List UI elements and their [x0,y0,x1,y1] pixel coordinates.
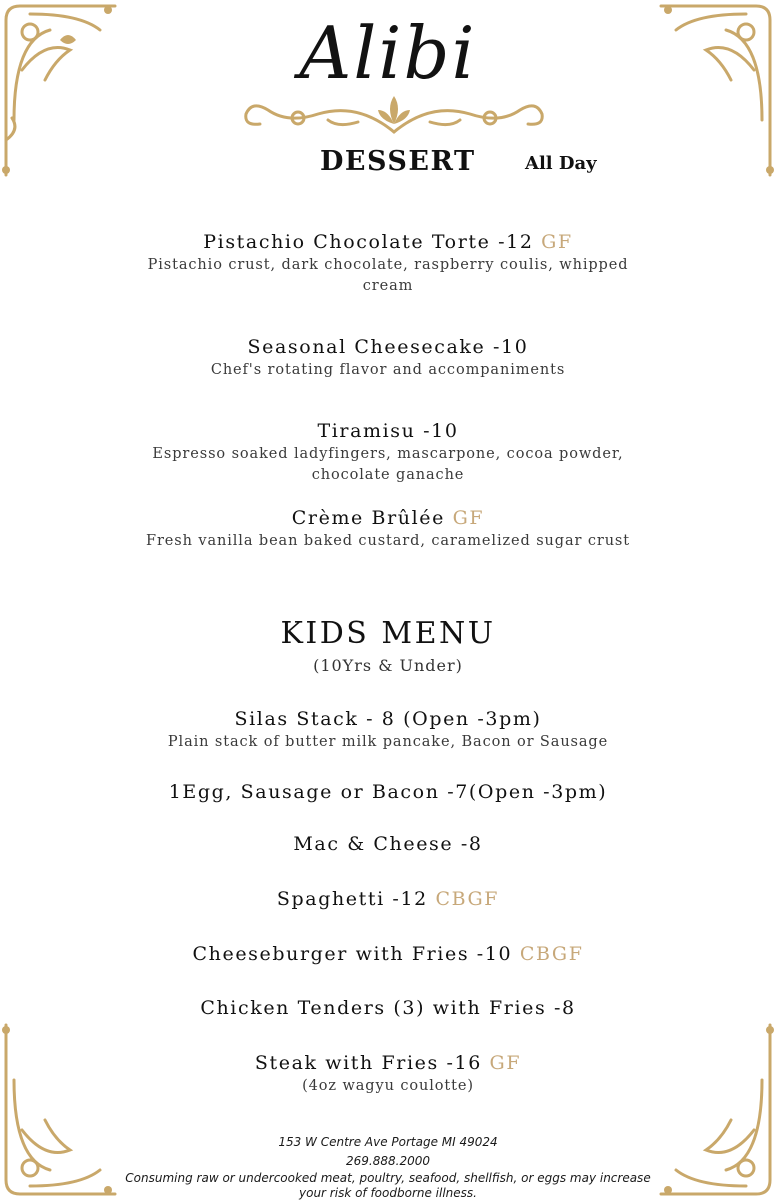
menu-item [110,706,666,753]
dietary-tag: GF [452,507,485,529]
menu-item [110,831,666,857]
item-description: Plain stack of butter milk pancake, Bacon or Sausage [167,734,609,750]
menu-item [110,886,666,912]
footer-warning: Consuming raw or undercooked meat, poultry, seafood, shellfish, or eggs may increase your risk of foodborne illness. [125,1171,651,1200]
footer-phone: 269.888.2000 [346,1154,430,1168]
item-name: Silas Stack - 8 (Open -3pm) [234,708,542,730]
item-description: Fresh vanilla bean baked custard, caramelized sugar crust [145,533,630,549]
section-title: KIDS MENU [280,616,496,651]
brand-logo-text: Alibi [299,11,477,95]
item-name: Pistachio Chocolate Torte -12 [203,231,534,253]
item-description: Pistachio crust, dark chocolate, raspberry coulis, whipped cream [147,257,629,294]
item-description: Espresso soaked ladyfingers, mascarpone, cocoa powder, chocolate ganache [152,446,624,483]
item-name: Chicken Tenders (3) with Fries -8 [200,997,576,1019]
item-name: Steak with Fries -16 [254,1052,482,1074]
scroll-ornament-icon [238,92,550,138]
corner-ornament-bottom-right [656,1020,776,1200]
dietary-tag: CBGF [435,888,500,910]
menu-item [110,334,666,381]
menu-item [110,995,666,1021]
menu-item [110,418,666,486]
section-subtitle: (10Yrs & Under) [313,656,463,675]
item-name: Cheeseburger with Fries -10 [192,943,513,965]
dietary-tag: GF [489,1052,522,1074]
item-name: Mac & Cheese -8 [293,833,483,855]
page-subtitle: All Day [525,153,597,174]
item-name: Tiramisu -10 [317,420,459,442]
menu-item [110,941,666,967]
menu-item [110,229,666,297]
menu-item [110,779,666,805]
dietary-tag: CBGF [519,943,584,965]
item-name: Crème Brûlée [291,507,445,529]
item-description: (4oz wagyu coulotte) [302,1078,474,1094]
dietary-tag: GF [541,231,573,253]
item-description: Chef's rotating flavor and accompaniments [210,362,566,378]
menu-item [110,505,666,552]
menu-item [110,1050,666,1097]
item-name: 1Egg, Sausage or Bacon -7(Open -3pm) [168,781,608,803]
item-name: Spaghetti -12 [276,888,428,910]
footer-address: 153 W Centre Ave Portage MI 49024 [278,1135,498,1149]
page-title: DESSERT [320,146,476,177]
corner-ornament-bottom-left [0,1020,120,1200]
item-name: Seasonal Cheesecake -10 [247,336,529,358]
